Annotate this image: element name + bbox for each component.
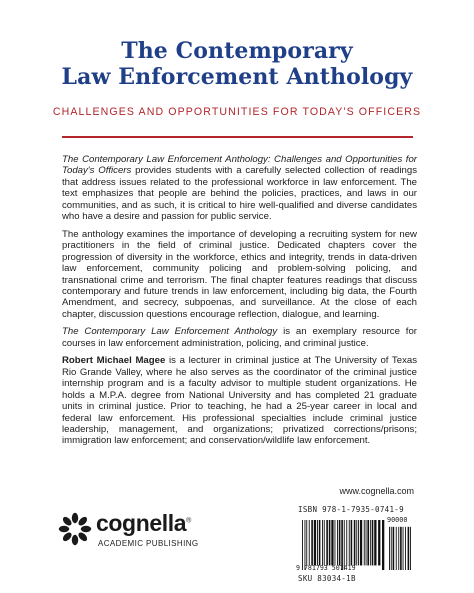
barcode-addon-bar [405, 527, 406, 570]
barcode-addon-number: 90000 [387, 516, 408, 524]
barcode-bar [337, 520, 338, 565]
barcode-addon-bar [400, 527, 402, 570]
author-name: Robert Michael Magee [62, 355, 166, 367]
barcode-bar [372, 520, 374, 565]
description-paragraph-3 [62, 326, 417, 349]
barcode-bar [358, 520, 359, 565]
isbn-barcode [300, 520, 414, 570]
barcode-bar [322, 520, 323, 565]
barcode-bar [364, 520, 365, 565]
barcode-bar [331, 520, 333, 565]
description-text-3: is an exemplary resource for courses in law enforcement administration, policing, and criminal justice. [62, 326, 418, 349]
barcode-addon-bar [398, 527, 399, 570]
barcode-addon-bar [408, 527, 410, 570]
barcode-bar [349, 520, 350, 565]
barcode-bar [317, 520, 318, 565]
barcode-bar [366, 520, 367, 565]
barcode-bar [354, 520, 356, 565]
book-title-italic-2: The Contemporary Law Enforcement Anthology [62, 326, 278, 338]
barcode-bar [341, 520, 343, 570]
book-title-line-1: The Contemporary [121, 38, 353, 64]
barcode-bar [356, 520, 357, 565]
barcode-bar [378, 520, 380, 565]
book-title [0, 38, 474, 90]
barcode-bar [360, 520, 362, 565]
barcode-bar [382, 520, 384, 570]
barcode-bar [344, 520, 345, 570]
book-title-italic: The Contemporary Law Enforcement Anthology: Challenges and Opportunities for Today's Officers [62, 154, 417, 177]
description-text-1: provides students with a carefully selected collection of readings that address issues related to the professional workforce in law enforcement. The text emphasizes that people are behind the policies, practices, and laws in our communities, and as such, it is critical to hire well-qualified and diverse candidates who have a desire and passion for public service. [62, 165, 417, 223]
barcode-addon-bar [393, 527, 395, 570]
barcode-bar [326, 520, 328, 565]
sku-text: SKU 83034-1B [298, 574, 356, 583]
barcode-addon-bar [391, 527, 392, 570]
barcode-bar [351, 520, 353, 565]
cognella-swirl-logo-icon [58, 512, 92, 546]
isbn-text: ISBN 978-1-7935-0741-9 [298, 505, 404, 514]
barcode-bar [339, 520, 341, 565]
back-cover-description [62, 154, 417, 453]
barcode-bar [314, 520, 316, 565]
barcode-bar [374, 520, 376, 565]
description-paragraph-2: The anthology examines the importance of developing a recruiting system for new practitioners in the field of criminal justice. Dedicated chapters cover the progression of diversity in the workforce, ethics and integrity, trends in data-driven law enforcement, community policing and problem-solving policing, and transnational crime and terrorism. The final chapter features readings that discuss contemporary and future trends in law enforcement, including big data, the Fourth Amendment, and secrecy, subpoenas, and surveillance. At the close of each chapter, discussion questions encourage reflection, dialogue, and learning. [62, 228, 417, 320]
barcode-bar [319, 520, 321, 565]
divider-rule [62, 136, 413, 138]
barcode-addon-bar [396, 527, 397, 570]
barcode-bar [302, 520, 303, 570]
author-bio-text: is a lecturer in criminal justice at The University of Texas Rio Grande Valley, where he also serves as the coordinator of the criminal justice internship program and is a faculty advisor to multiple student organizations. He holds a M.P.A. degree from National University and has completed 21 graduate units in criminal justice. Prior to teaching, he had a 25-year career in local and federal law enforcement. His professional specialties include criminal justice leadership, management, and organizations; privatized corrections/prisons; immigration law enforcement; and conservation/wildlife law enforcement. [62, 355, 417, 447]
barcode-addon-bar [403, 527, 404, 570]
description-paragraph-1 [62, 154, 417, 223]
barcode-bar [305, 520, 306, 570]
book-subtitle: CHALLENGES AND OPPORTUNITIES FOR TODAY'S OFFICERS [52, 106, 422, 118]
barcode-bar [329, 520, 331, 565]
barcode-bar [324, 520, 325, 565]
publisher-tagline: ACADEMIC PUBLISHING [98, 539, 199, 548]
barcode-bar [346, 520, 347, 565]
publisher-url[interactable]: www.cognella.com [339, 486, 414, 496]
barcode-bar [311, 520, 313, 565]
barcode-number: 9 781793 507419 [296, 564, 356, 572]
barcode-bar [306, 520, 307, 565]
author-bio [62, 355, 417, 447]
barcode-addon-bar [410, 527, 411, 570]
publisher-logo [58, 506, 208, 566]
barcode-bar [335, 520, 336, 565]
barcode-bar [309, 520, 310, 565]
barcode-bar [367, 520, 369, 565]
publisher-name: cognella® [96, 510, 191, 536]
barcode-bar [370, 520, 371, 565]
book-title-line-2: Law Enforcement Anthology [61, 64, 413, 90]
barcode-addon-bar [389, 527, 390, 570]
